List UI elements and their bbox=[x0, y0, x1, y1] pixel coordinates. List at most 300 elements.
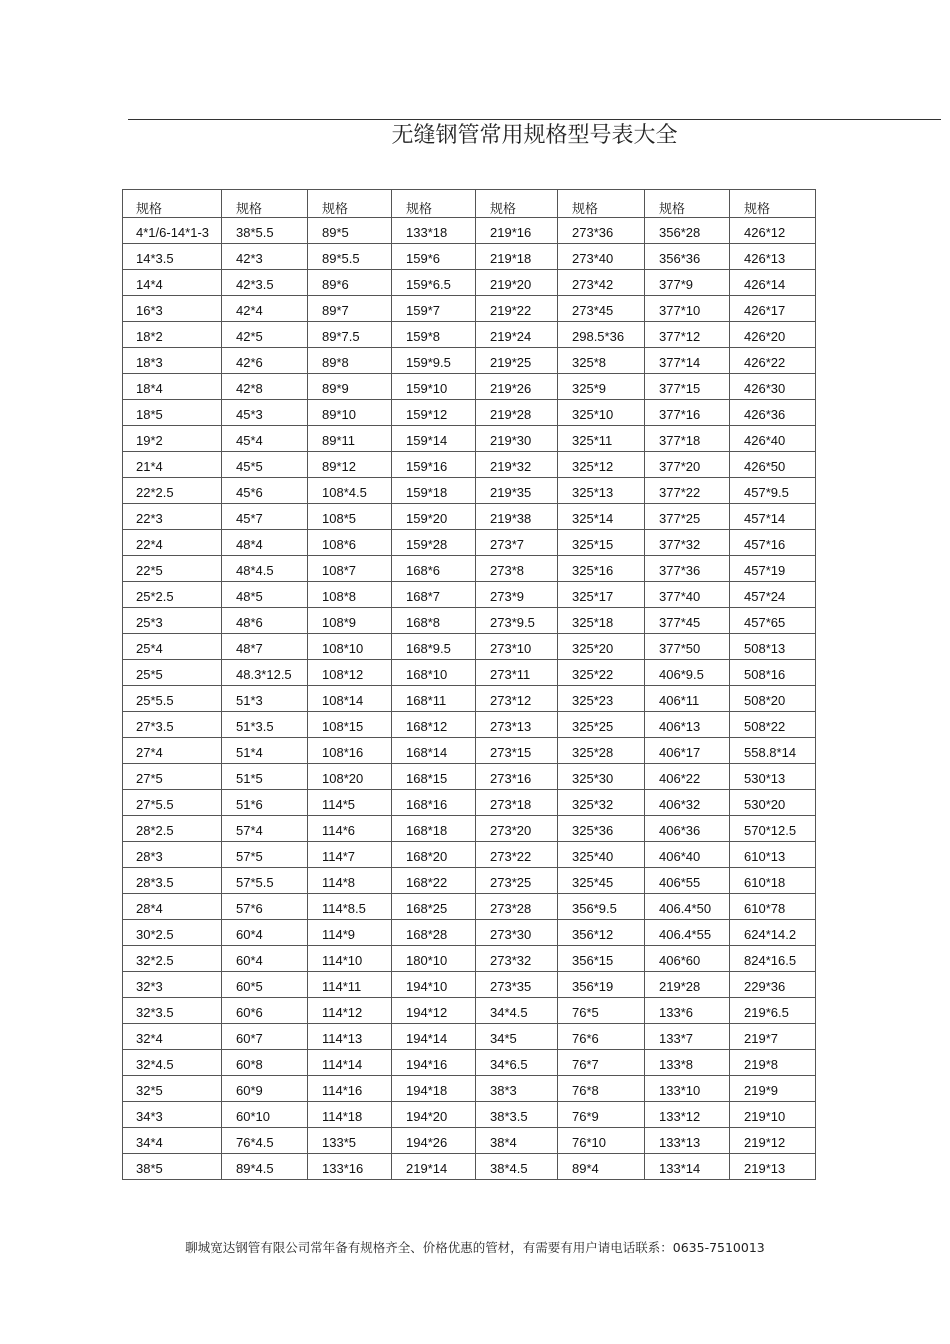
spec-cell: 89*7.5 bbox=[308, 322, 392, 348]
spec-cell: 180*10 bbox=[392, 946, 476, 972]
spec-cell: 457*24 bbox=[730, 582, 816, 608]
spec-cell: 219*35 bbox=[476, 478, 558, 504]
spec-cell: 32*5 bbox=[123, 1076, 222, 1102]
spec-cell: 298.5*36 bbox=[558, 322, 645, 348]
spec-cell: 114*18 bbox=[308, 1102, 392, 1128]
table-row bbox=[123, 894, 816, 920]
spec-cell: 133*10 bbox=[645, 1076, 730, 1102]
spec-cell: 610*78 bbox=[730, 894, 816, 920]
spec-cell: 273*9 bbox=[476, 582, 558, 608]
spec-cell: 219*28 bbox=[645, 972, 730, 998]
spec-cell: 406*22 bbox=[645, 764, 730, 790]
spec-cell: 133*6 bbox=[645, 998, 730, 1024]
spec-cell: 60*6 bbox=[222, 998, 308, 1024]
spec-cell: 356*9.5 bbox=[558, 894, 645, 920]
spec-cell: 32*2.5 bbox=[123, 946, 222, 972]
spec-cell: 21*4 bbox=[123, 452, 222, 478]
spec-cell: 219*6.5 bbox=[730, 998, 816, 1024]
spec-cell: 114*16 bbox=[308, 1076, 392, 1102]
spec-cell: 114*12 bbox=[308, 998, 392, 1024]
spec-cell: 133*8 bbox=[645, 1050, 730, 1076]
spec-cell: 34*3 bbox=[123, 1102, 222, 1128]
column-header: 规格 bbox=[730, 190, 816, 218]
spec-cell: 51*3.5 bbox=[222, 712, 308, 738]
spec-cell: 273*12 bbox=[476, 686, 558, 712]
spec-cell: 219*20 bbox=[476, 270, 558, 296]
spec-cell: 27*4 bbox=[123, 738, 222, 764]
spec-cell: 457*9.5 bbox=[730, 478, 816, 504]
spec-cell: 219*30 bbox=[476, 426, 558, 452]
spec-cell: 273*15 bbox=[476, 738, 558, 764]
spec-cell: 426*17 bbox=[730, 296, 816, 322]
spec-cell: 325*8 bbox=[558, 348, 645, 374]
spec-table bbox=[122, 189, 816, 1180]
spec-cell: 457*19 bbox=[730, 556, 816, 582]
spec-cell: 133*13 bbox=[645, 1128, 730, 1154]
spec-cell: 30*2.5 bbox=[123, 920, 222, 946]
table-row bbox=[123, 738, 816, 764]
spec-cell: 325*9 bbox=[558, 374, 645, 400]
spec-cell: 114*11 bbox=[308, 972, 392, 998]
spec-cell: 508*16 bbox=[730, 660, 816, 686]
table-row bbox=[123, 764, 816, 790]
spec-cell: 168*9.5 bbox=[392, 634, 476, 660]
spec-cell: 325*25 bbox=[558, 712, 645, 738]
spec-cell: 457*65 bbox=[730, 608, 816, 634]
spec-cell: 219*9 bbox=[730, 1076, 816, 1102]
spec-cell: 27*5.5 bbox=[123, 790, 222, 816]
spec-cell: 194*12 bbox=[392, 998, 476, 1024]
spec-cell: 45*4 bbox=[222, 426, 308, 452]
spec-cell: 406*9.5 bbox=[645, 660, 730, 686]
spec-cell: 219*32 bbox=[476, 452, 558, 478]
spec-cell: 356*19 bbox=[558, 972, 645, 998]
spec-cell: 624*14.2 bbox=[730, 920, 816, 946]
spec-cell: 60*10 bbox=[222, 1102, 308, 1128]
table-row bbox=[123, 1128, 816, 1154]
spec-cell: 406*40 bbox=[645, 842, 730, 868]
spec-cell: 89*5.5 bbox=[308, 244, 392, 270]
spec-cell: 27*3.5 bbox=[123, 712, 222, 738]
spec-cell: 273*7 bbox=[476, 530, 558, 556]
spec-cell: 377*20 bbox=[645, 452, 730, 478]
spec-cell: 76*4.5 bbox=[222, 1128, 308, 1154]
spec-cell: 42*8 bbox=[222, 374, 308, 400]
spec-cell: 51*3 bbox=[222, 686, 308, 712]
spec-cell: 426*20 bbox=[730, 322, 816, 348]
spec-cell: 133*7 bbox=[645, 1024, 730, 1050]
spec-cell: 22*4 bbox=[123, 530, 222, 556]
spec-cell: 60*4 bbox=[222, 920, 308, 946]
spec-cell: 168*28 bbox=[392, 920, 476, 946]
spec-cell: 426*30 bbox=[730, 374, 816, 400]
spec-cell: 89*7 bbox=[308, 296, 392, 322]
spec-cell: 57*5 bbox=[222, 842, 308, 868]
spec-cell: 76*5 bbox=[558, 998, 645, 1024]
spec-cell: 406.4*50 bbox=[645, 894, 730, 920]
spec-cell: 60*4 bbox=[222, 946, 308, 972]
spec-cell: 42*4 bbox=[222, 296, 308, 322]
spec-cell: 325*30 bbox=[558, 764, 645, 790]
spec-cell: 508*22 bbox=[730, 712, 816, 738]
spec-cell: 32*3.5 bbox=[123, 998, 222, 1024]
spec-cell: 45*6 bbox=[222, 478, 308, 504]
table-row bbox=[123, 1050, 816, 1076]
table-row bbox=[123, 556, 816, 582]
spec-cell: 89*4.5 bbox=[222, 1154, 308, 1180]
spec-cell: 273*28 bbox=[476, 894, 558, 920]
spec-cell: 219*38 bbox=[476, 504, 558, 530]
spec-cell: 159*6.5 bbox=[392, 270, 476, 296]
spec-cell: 168*6 bbox=[392, 556, 476, 582]
spec-cell: 114*6 bbox=[308, 816, 392, 842]
spec-cell: 114*13 bbox=[308, 1024, 392, 1050]
spec-cell: 18*4 bbox=[123, 374, 222, 400]
spec-cell: 273*25 bbox=[476, 868, 558, 894]
spec-cell: 28*3 bbox=[123, 842, 222, 868]
spec-cell: 89*6 bbox=[308, 270, 392, 296]
spec-cell: 273*20 bbox=[476, 816, 558, 842]
spec-cell: 426*12 bbox=[730, 218, 816, 244]
spec-cell: 114*8 bbox=[308, 868, 392, 894]
spec-cell: 229*36 bbox=[730, 972, 816, 998]
spec-cell: 426*50 bbox=[730, 452, 816, 478]
table-row bbox=[123, 608, 816, 634]
footer-contact: 聊城宽达钢管有限公司常年备有规格齐全、价格优惠的管材，有需要有用户请电话联系：0635-7510013 bbox=[185, 1240, 765, 1255]
spec-cell: 48*4 bbox=[222, 530, 308, 556]
spec-cell: 377*22 bbox=[645, 478, 730, 504]
header-row bbox=[123, 190, 816, 218]
spec-cell: 4*1/6-14*1-3 bbox=[123, 218, 222, 244]
spec-cell: 14*4 bbox=[123, 270, 222, 296]
spec-cell: 60*5 bbox=[222, 972, 308, 998]
spec-cell: 76*10 bbox=[558, 1128, 645, 1154]
spec-cell: 426*40 bbox=[730, 426, 816, 452]
spec-cell: 22*3 bbox=[123, 504, 222, 530]
spec-cell: 273*10 bbox=[476, 634, 558, 660]
spec-cell: 159*9.5 bbox=[392, 348, 476, 374]
spec-cell: 168*14 bbox=[392, 738, 476, 764]
spec-cell: 610*18 bbox=[730, 868, 816, 894]
spec-cell: 377*16 bbox=[645, 400, 730, 426]
table-row bbox=[123, 582, 816, 608]
spec-cell: 159*20 bbox=[392, 504, 476, 530]
column-header: 规格 bbox=[645, 190, 730, 218]
spec-cell: 325*36 bbox=[558, 816, 645, 842]
table-row bbox=[123, 244, 816, 270]
spec-cell: 273*32 bbox=[476, 946, 558, 972]
spec-cell: 325*20 bbox=[558, 634, 645, 660]
table-row bbox=[123, 920, 816, 946]
spec-cell: 824*16.5 bbox=[730, 946, 816, 972]
spec-cell: 159*16 bbox=[392, 452, 476, 478]
table-row bbox=[123, 1076, 816, 1102]
spec-cell: 194*10 bbox=[392, 972, 476, 998]
spec-cell: 194*26 bbox=[392, 1128, 476, 1154]
spec-cell: 159*12 bbox=[392, 400, 476, 426]
spec-cell: 159*10 bbox=[392, 374, 476, 400]
page-title: 无缝钢管常用规格型号表大全 bbox=[391, 123, 678, 148]
spec-cell: 25*2.5 bbox=[123, 582, 222, 608]
spec-cell: 38*4.5 bbox=[476, 1154, 558, 1180]
spec-cell: 28*3.5 bbox=[123, 868, 222, 894]
spec-cell: 48*5 bbox=[222, 582, 308, 608]
spec-cell: 108*8 bbox=[308, 582, 392, 608]
spec-cell: 406*55 bbox=[645, 868, 730, 894]
spec-cell: 219*12 bbox=[730, 1128, 816, 1154]
table-row bbox=[123, 348, 816, 374]
spec-cell: 45*3 bbox=[222, 400, 308, 426]
table-row bbox=[123, 972, 816, 998]
spec-cell: 28*4 bbox=[123, 894, 222, 920]
spec-cell: 219*16 bbox=[476, 218, 558, 244]
spec-cell: 45*7 bbox=[222, 504, 308, 530]
spec-cell: 76*9 bbox=[558, 1102, 645, 1128]
spec-cell: 38*5.5 bbox=[222, 218, 308, 244]
spec-cell: 219*7 bbox=[730, 1024, 816, 1050]
spec-cell: 356*15 bbox=[558, 946, 645, 972]
table-row bbox=[123, 270, 816, 296]
spec-cell: 159*14 bbox=[392, 426, 476, 452]
column-header: 规格 bbox=[222, 190, 308, 218]
spec-cell: 273*13 bbox=[476, 712, 558, 738]
spec-cell: 219*26 bbox=[476, 374, 558, 400]
spec-cell: 18*2 bbox=[123, 322, 222, 348]
spec-cell: 133*5 bbox=[308, 1128, 392, 1154]
spec-cell: 168*8 bbox=[392, 608, 476, 634]
spec-cell: 219*28 bbox=[476, 400, 558, 426]
spec-cell: 28*2.5 bbox=[123, 816, 222, 842]
spec-cell: 22*5 bbox=[123, 556, 222, 582]
spec-cell: 325*12 bbox=[558, 452, 645, 478]
spec-cell: 325*45 bbox=[558, 868, 645, 894]
spec-cell: 25*5.5 bbox=[123, 686, 222, 712]
spec-cell: 377*40 bbox=[645, 582, 730, 608]
spec-cell: 108*7 bbox=[308, 556, 392, 582]
spec-cell: 273*42 bbox=[558, 270, 645, 296]
spec-cell: 168*10 bbox=[392, 660, 476, 686]
spec-cell: 406.4*55 bbox=[645, 920, 730, 946]
spec-cell: 406*17 bbox=[645, 738, 730, 764]
spec-cell: 108*15 bbox=[308, 712, 392, 738]
spec-cell: 57*4 bbox=[222, 816, 308, 842]
spec-cell: 25*4 bbox=[123, 634, 222, 660]
spec-cell: 356*28 bbox=[645, 218, 730, 244]
spec-cell: 325*16 bbox=[558, 556, 645, 582]
spec-cell: 377*45 bbox=[645, 608, 730, 634]
spec-cell: 89*11 bbox=[308, 426, 392, 452]
spec-cell: 48*4.5 bbox=[222, 556, 308, 582]
spec-cell: 34*5 bbox=[476, 1024, 558, 1050]
table-row bbox=[123, 1154, 816, 1180]
spec-cell: 325*14 bbox=[558, 504, 645, 530]
spec-cell: 273*8 bbox=[476, 556, 558, 582]
spec-cell: 89*8 bbox=[308, 348, 392, 374]
spec-cell: 108*14 bbox=[308, 686, 392, 712]
spec-cell: 377*15 bbox=[645, 374, 730, 400]
spec-cell: 168*20 bbox=[392, 842, 476, 868]
spec-cell: 219*10 bbox=[730, 1102, 816, 1128]
spec-cell: 42*5 bbox=[222, 322, 308, 348]
spec-cell: 610*13 bbox=[730, 842, 816, 868]
spec-cell: 51*6 bbox=[222, 790, 308, 816]
spec-cell: 219*8 bbox=[730, 1050, 816, 1076]
spec-cell: 426*13 bbox=[730, 244, 816, 270]
spec-cell: 219*14 bbox=[392, 1154, 476, 1180]
spec-cell: 325*15 bbox=[558, 530, 645, 556]
spec-cell: 356*36 bbox=[645, 244, 730, 270]
spec-cell: 38*5 bbox=[123, 1154, 222, 1180]
spec-cell: 114*8.5 bbox=[308, 894, 392, 920]
spec-cell: 406*36 bbox=[645, 816, 730, 842]
spec-cell: 530*20 bbox=[730, 790, 816, 816]
spec-cell: 377*10 bbox=[645, 296, 730, 322]
spec-cell: 406*60 bbox=[645, 946, 730, 972]
spec-cell: 377*32 bbox=[645, 530, 730, 556]
spec-cell: 219*24 bbox=[476, 322, 558, 348]
spec-cell: 426*36 bbox=[730, 400, 816, 426]
spec-cell: 32*4 bbox=[123, 1024, 222, 1050]
spec-cell: 325*10 bbox=[558, 400, 645, 426]
table-row bbox=[123, 296, 816, 322]
spec-cell: 114*9 bbox=[308, 920, 392, 946]
spec-cell: 159*6 bbox=[392, 244, 476, 270]
spec-cell: 273*9.5 bbox=[476, 608, 558, 634]
spec-cell: 168*7 bbox=[392, 582, 476, 608]
spec-cell: 48.3*12.5 bbox=[222, 660, 308, 686]
spec-cell: 133*14 bbox=[645, 1154, 730, 1180]
table-row bbox=[123, 634, 816, 660]
spec-cell: 133*16 bbox=[308, 1154, 392, 1180]
spec-cell: 194*20 bbox=[392, 1102, 476, 1128]
spec-cell: 219*13 bbox=[730, 1154, 816, 1180]
spec-cell: 108*12 bbox=[308, 660, 392, 686]
spec-cell: 273*18 bbox=[476, 790, 558, 816]
spec-cell: 108*6 bbox=[308, 530, 392, 556]
spec-cell: 133*12 bbox=[645, 1102, 730, 1128]
spec-cell: 76*7 bbox=[558, 1050, 645, 1076]
spec-cell: 273*22 bbox=[476, 842, 558, 868]
spec-cell: 406*11 bbox=[645, 686, 730, 712]
table-row bbox=[123, 660, 816, 686]
spec-cell: 273*11 bbox=[476, 660, 558, 686]
table-row bbox=[123, 1024, 816, 1050]
spec-cell: 19*2 bbox=[123, 426, 222, 452]
spec-cell: 89*10 bbox=[308, 400, 392, 426]
spec-cell: 159*7 bbox=[392, 296, 476, 322]
spec-cell: 159*8 bbox=[392, 322, 476, 348]
spec-cell: 57*5.5 bbox=[222, 868, 308, 894]
spec-cell: 325*23 bbox=[558, 686, 645, 712]
spec-cell: 32*4.5 bbox=[123, 1050, 222, 1076]
spec-cell: 406*13 bbox=[645, 712, 730, 738]
spec-cell: 219*18 bbox=[476, 244, 558, 270]
column-header: 规格 bbox=[123, 190, 222, 218]
spec-cell: 89*5 bbox=[308, 218, 392, 244]
spec-cell: 325*22 bbox=[558, 660, 645, 686]
table-row bbox=[123, 530, 816, 556]
spec-cell: 38*4 bbox=[476, 1128, 558, 1154]
spec-cell: 14*3.5 bbox=[123, 244, 222, 270]
table-row bbox=[123, 1102, 816, 1128]
spec-cell: 60*9 bbox=[222, 1076, 308, 1102]
table-row bbox=[123, 946, 816, 972]
table-row bbox=[123, 712, 816, 738]
spec-cell: 34*4.5 bbox=[476, 998, 558, 1024]
table-row bbox=[123, 998, 816, 1024]
spec-cell: 25*5 bbox=[123, 660, 222, 686]
spec-cell: 25*3 bbox=[123, 608, 222, 634]
spec-cell: 48*6 bbox=[222, 608, 308, 634]
spec-cell: 377*50 bbox=[645, 634, 730, 660]
spec-cell: 194*18 bbox=[392, 1076, 476, 1102]
spec-cell: 114*5 bbox=[308, 790, 392, 816]
table-row bbox=[123, 790, 816, 816]
spec-cell: 356*12 bbox=[558, 920, 645, 946]
spec-cell: 457*16 bbox=[730, 530, 816, 556]
spec-cell: 325*32 bbox=[558, 790, 645, 816]
spec-cell: 42*3.5 bbox=[222, 270, 308, 296]
spec-cell: 45*5 bbox=[222, 452, 308, 478]
spec-cell: 108*10 bbox=[308, 634, 392, 660]
spec-cell: 18*5 bbox=[123, 400, 222, 426]
table-row bbox=[123, 842, 816, 868]
spec-cell: 530*13 bbox=[730, 764, 816, 790]
table-row bbox=[123, 686, 816, 712]
spec-cell: 89*12 bbox=[308, 452, 392, 478]
spec-cell: 377*36 bbox=[645, 556, 730, 582]
spec-cell: 89*9 bbox=[308, 374, 392, 400]
table-row bbox=[123, 868, 816, 894]
spec-cell: 273*30 bbox=[476, 920, 558, 946]
column-header: 规格 bbox=[558, 190, 645, 218]
spec-cell: 51*5 bbox=[222, 764, 308, 790]
spec-cell: 27*5 bbox=[123, 764, 222, 790]
spec-cell: 22*2.5 bbox=[123, 478, 222, 504]
spec-cell: 168*12 bbox=[392, 712, 476, 738]
spec-cell: 219*25 bbox=[476, 348, 558, 374]
table-row bbox=[123, 218, 816, 244]
spec-cell: 18*3 bbox=[123, 348, 222, 374]
spec-cell: 194*14 bbox=[392, 1024, 476, 1050]
spec-cell: 133*18 bbox=[392, 218, 476, 244]
spec-cell: 34*6.5 bbox=[476, 1050, 558, 1076]
spec-cell: 558.8*14 bbox=[730, 738, 816, 764]
spec-cell: 42*6 bbox=[222, 348, 308, 374]
spec-cell: 273*40 bbox=[558, 244, 645, 270]
spec-cell: 51*4 bbox=[222, 738, 308, 764]
spec-cell: 89*4 bbox=[558, 1154, 645, 1180]
table-row bbox=[123, 322, 816, 348]
spec-cell: 168*25 bbox=[392, 894, 476, 920]
table-row bbox=[123, 816, 816, 842]
spec-cell: 273*36 bbox=[558, 218, 645, 244]
spec-cell: 48*7 bbox=[222, 634, 308, 660]
spec-cell: 219*22 bbox=[476, 296, 558, 322]
spec-cell: 114*14 bbox=[308, 1050, 392, 1076]
spec-cell: 34*4 bbox=[123, 1128, 222, 1154]
spec-cell: 457*14 bbox=[730, 504, 816, 530]
spec-cell: 377*9 bbox=[645, 270, 730, 296]
spec-cell: 273*16 bbox=[476, 764, 558, 790]
spec-cell: 57*6 bbox=[222, 894, 308, 920]
spec-cell: 114*10 bbox=[308, 946, 392, 972]
spec-cell: 168*16 bbox=[392, 790, 476, 816]
spec-cell: 76*6 bbox=[558, 1024, 645, 1050]
table-row bbox=[123, 478, 816, 504]
spec-cell: 60*7 bbox=[222, 1024, 308, 1050]
spec-cell: 377*25 bbox=[645, 504, 730, 530]
